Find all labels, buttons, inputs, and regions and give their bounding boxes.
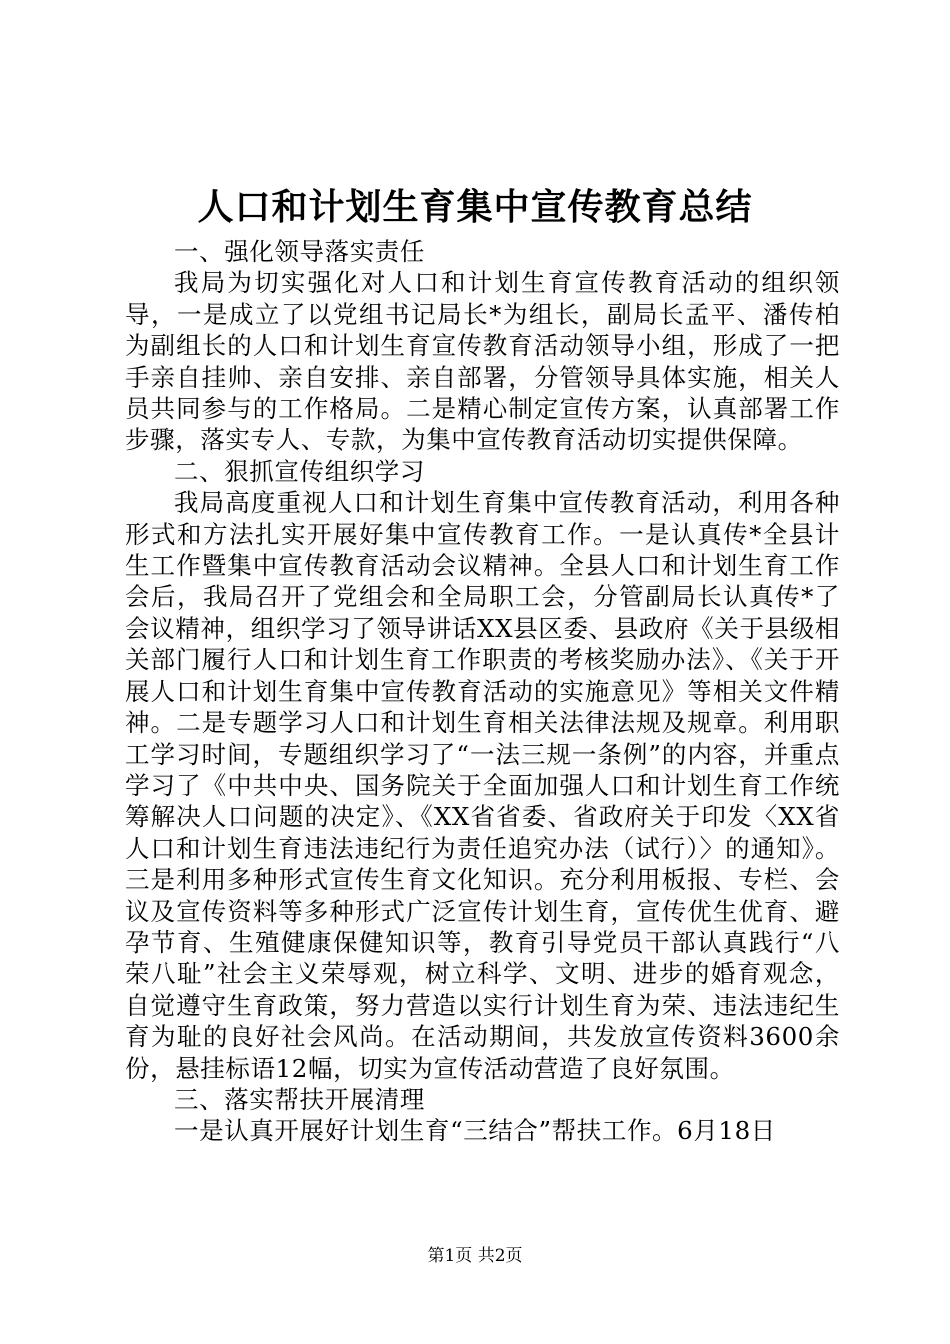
paragraph-1: 我局为切实强化对人口和计划生育宣传教育活动的组织领导，一是成立了以党组书记局长*为组长，副局长孟平、潘传柏为副组长的人口和计划生育宣传教育活动领导小组，形成了一把手亲自挂帅、亲自安排、亲自部署，分管领导具体实施，相关人员共同参与的工作格局。二是精心制定宣传方案，认真部署工作步骤，落实专人、专款，为集中宣传教育活动切实提供保障。	[125, 268, 840, 455]
document-body	[125, 236, 840, 1147]
section-heading-2: 二、狠抓宣传组织学习	[174, 456, 425, 486]
page-footer: 第1页 共2页	[427, 1246, 523, 1266]
paragraph-2: 我局高度重视人口和计划生育集中宣传教育活动，利用各种形式和方法扎实开展好集中宣传教育工作。一是认真传*全县计生工作暨集中宣传教育活动会议精神。全县人口和计划生育工作会后，我局召开了党组会和全局职工会，分管副局长认真传*了会议精神，组织学习了领导讲话XX县区委、县政府《关于县级相关部门履行人口和计划生育工作职责的考核奖励办法》、《关于开展人口和计划生育集中宣传教育活动的实施意见》等相关文件精神。二是专题学习人口和计划生育相关法律法规及规章。利用职工学习时间，专题组织学习了“一法三规一条例”的内容，并重点学习了《中共中央、国务院关于全面加强人口和计划生育工作统筹解决人口问题的决定》、《XX省省委、省政府关于印发〈XX省人口和计划生育违法违纪行为责任追究办法（试行）〉的通知》。三是利用多种形式宣传生育文化知识。充分利用板报、专栏、会议及宣传资料等多种形式广泛宣传计划生育，宣传优生优育、避孕节育、生殖健康保健知识等，教育引导党员干部认真践行“八荣八耻”社会主义荣辱观，树立科学、文明、进步的婚育观念，自觉遵守生育政策，努力营造以实行计划生育为荣、违法违纪生育为耻的良好社会风尚。在活动期间，共发放宣传资料3600余份，悬挂标语12幅，切实为宣传活动营造了良好氛围。	[125, 488, 840, 1083]
paragraph-3: 一是认真开展好计划生育“三结合”帮扶工作。6月18日	[174, 1116, 776, 1146]
section-heading-3: 三、落实帮扶开展清理	[174, 1084, 425, 1114]
section-heading-1: 一、强化领导落实责任	[174, 237, 425, 266]
document-title: 人口和计划生育集中宣传教育总结	[197, 186, 753, 228]
